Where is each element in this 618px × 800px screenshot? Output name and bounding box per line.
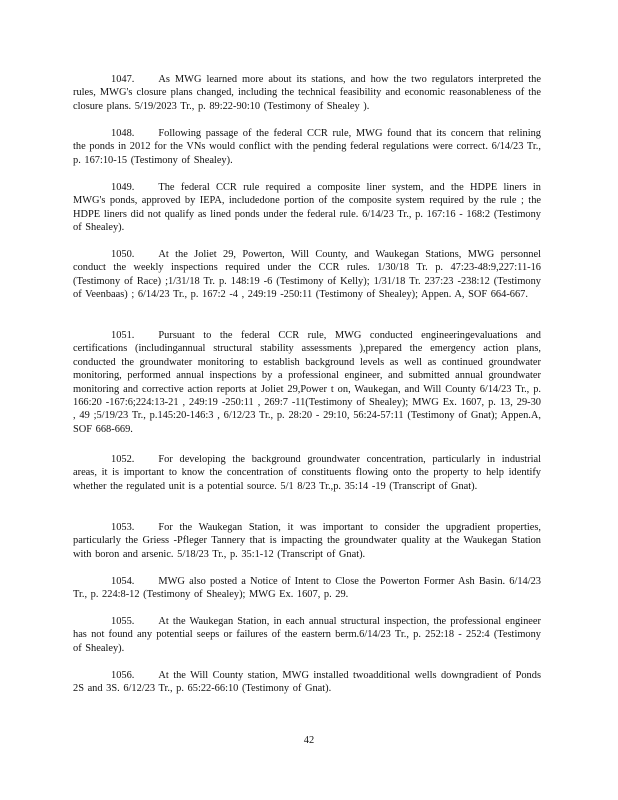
paragraph-1050 xyxy=(73,248,541,302)
paragraph-number: 1050. xyxy=(111,249,135,260)
paragraph-number: 1048. xyxy=(111,128,135,139)
paragraph-text: Following passage of the federal CCR rule, MWG found that its concern that relining the ponds in 2012 for the VNs would conflict with the pending federal regulations were correct. 6/14/23 Tr., p. 167:10-15 (Testimony of Shealey). xyxy=(73,128,541,166)
paragraph-1047 xyxy=(73,73,541,113)
page-number: 42 xyxy=(303,735,315,746)
paragraph-1056 xyxy=(73,669,541,696)
paragraph-number: 1052. xyxy=(111,454,135,465)
paragraph-1054 xyxy=(73,575,541,602)
paragraph-number: 1051. xyxy=(111,330,135,341)
paragraph-text: At the Will County station, MWG installed twoadditional wells downgradient of Ponds 2S and 3S. 6/12/23 Tr., p. 65:22-66:10 (Testimony of Gnat). xyxy=(73,670,541,695)
paragraph-number: 1047. xyxy=(111,74,135,85)
paragraph-1053 xyxy=(73,521,541,561)
paragraph-text: At the Waukegan Station, in each annual structural inspection, the professional engineer has not found any potential seeps or failures of the eastern berm.6/14/23 Tr., p. 252:18 - 252:4 (Testimony of Shealey). xyxy=(73,616,541,654)
paragraph-number: 1049. xyxy=(111,182,135,193)
paragraph-1048 xyxy=(73,127,541,167)
paragraph-text: Pursuant to the federal CCR rule, MWG conducted engineeringevaluations and certifications (includingannual structural stability assessments ),prepared the emergency action plans, conducted the groundwater monitoring to establish background levels as well as continued groundwater monitoring, performed annual inspections by a professional engineer, and submitted annual groundwater monitoring and corrective action reports at Joliet 29,Power t on, Waukegan, and Will County 6/14/23 Tr., p. 166:20 -167:6;224:13-21 , 249:19 -250:11 , 269:7 -11(Testimony of Shealey); MWG Ex. 1607, p. 13, 29-30 , 49 ;5/19/23 Tr., p.145:20-146:3 , 6/12/23 Tr., p. 28:20 - 29:10, 56:24-57:11 (Testimony of Gnat); Appen.A, SOF 668-669. xyxy=(73,330,541,435)
paragraph-1049 xyxy=(73,181,541,235)
paragraph-number: 1054. xyxy=(111,576,135,587)
paragraph-text: For developing the background groundwater concentration, particularly in industrial areas, it is important to know the concentration of constituents flowing onto the property to help identify whether the regulated unit is a potential source. 5/1 8/23 Tr.,p. 35:14 -19 (Transcript of Gnat). xyxy=(73,454,541,492)
paragraph-text: The federal CCR rule required a composite liner system, and the HDPE liners in MWG's ponds, approved by IEPA, includedone portion of the composite system required by the rule ; the HDPE liners did not qualify as lined ponds under the federal rule. 6/14/23 Tr., p. 167:16 - 168:2 (Testimony of Shealey). xyxy=(73,182,541,234)
paragraph-text: As MWG learned more about its stations, and how the two regulators interpreted the rules, MWG's closure plans changed, including the technical feasibility and economic reasonableness of the closure plans. 5/19/2023 Tr., p. 89:22-90:10 (Testimony of Shealey ). xyxy=(73,74,541,112)
paragraph-number: 1055. xyxy=(111,616,135,627)
paragraph-number: 1053. xyxy=(111,522,135,533)
paragraph-text: For the Waukegan Station, it was important to consider the upgradient properties, particularly the Griess -Pfleger Tannery that is impacting the groundwater quality at the Waukegan Station with boron and arsenic. 5/18/23 Tr., p. 35:1-12 (Transcript of Gnat). xyxy=(73,522,541,560)
paragraph-number: 1056. xyxy=(111,670,135,681)
paragraph-1052 xyxy=(73,453,541,493)
paragraph-text: MWG also posted a Notice of Intent to Close the Powerton Former Ash Basin. 6/14/23 Tr., p. 224:8-12 (Testimony of Shealey); MWG Ex. 1607, p. 29. xyxy=(73,576,541,601)
paragraph-1051 xyxy=(73,329,541,436)
paragraph-1055 xyxy=(73,615,541,655)
paragraph-text: At the Joliet 29, Powerton, Will County, and Waukegan Stations, MWG personnel conduct the weekly inspections required under the CCR rules. 1/30/18 Tr. p. 47:23-48:9,227:11-16 (Testimony of Race) ;1/31/18 Tr. p. 148:19 -6 (Testimony of Kelly); 1/31/18 Tr. 237:23 -238:12 (Testimony of Veenbaas) ; 6/14/23 Tr., p. 167:2 -4 , 249:19 -250:11 (Testimony of Shealey); Appen. A, SOF 664-667. xyxy=(73,249,541,301)
